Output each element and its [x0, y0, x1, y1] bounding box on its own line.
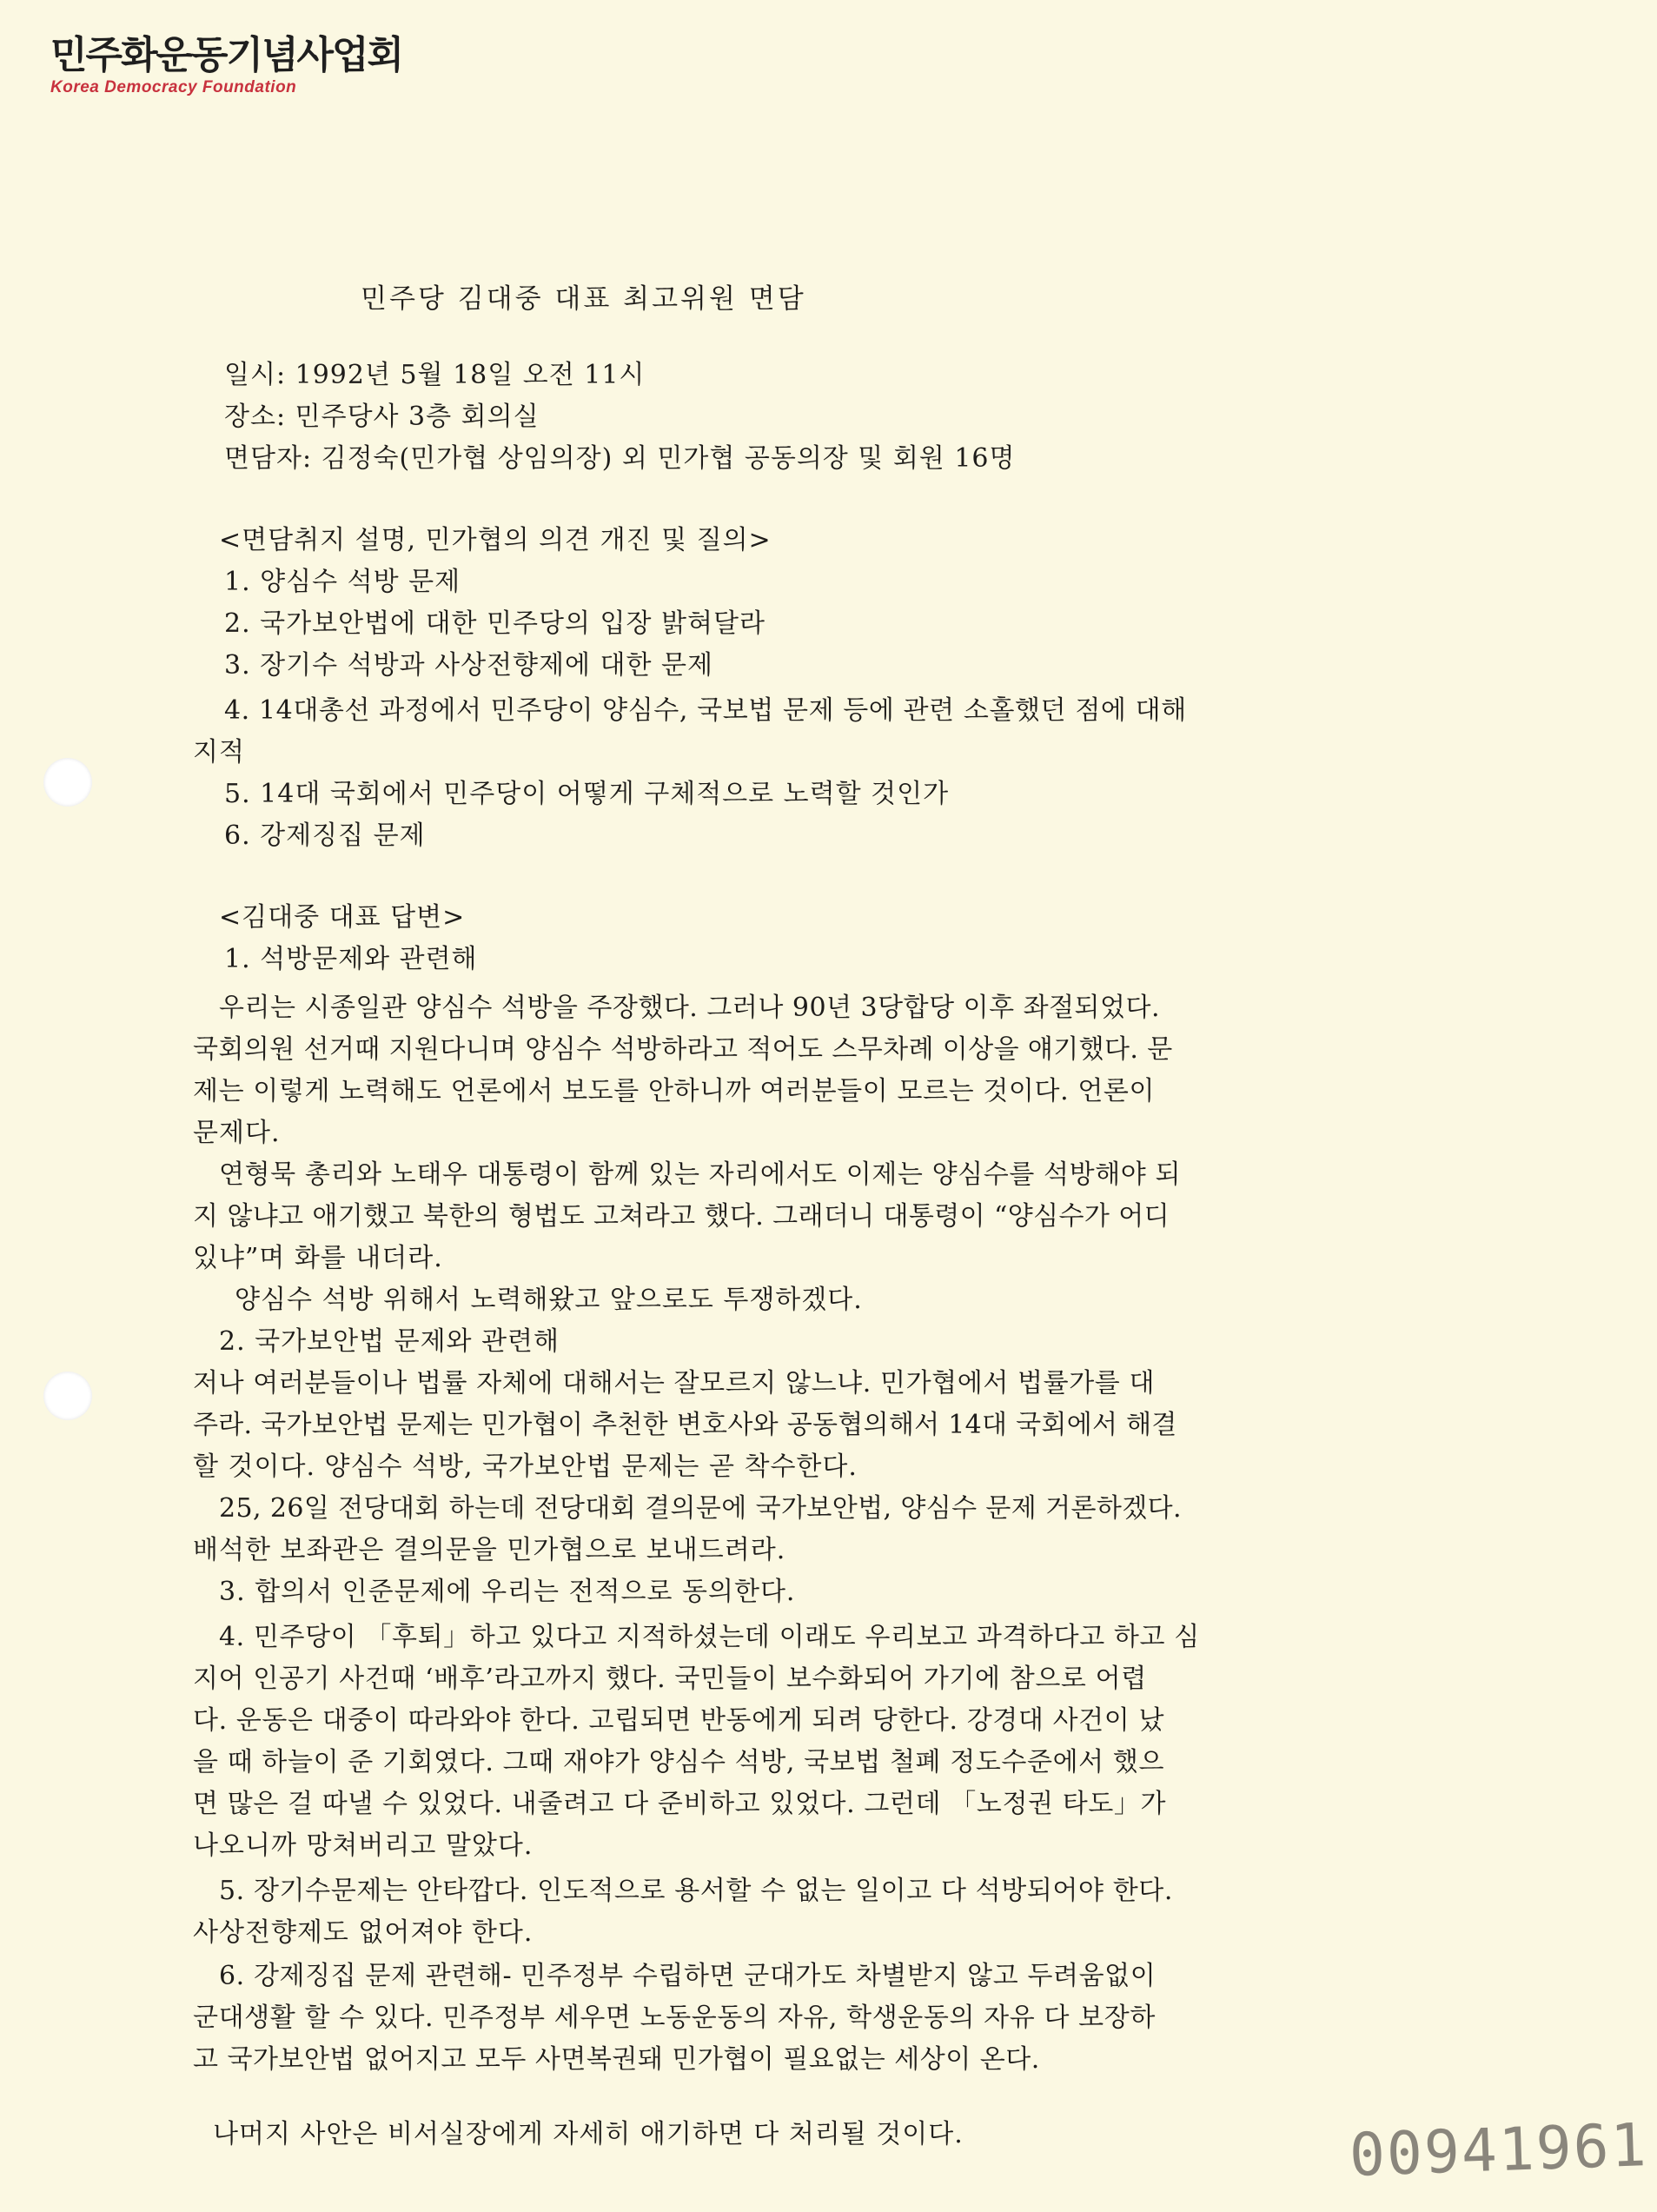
punch-hole-bottom	[43, 1372, 92, 1420]
answer-line: 5. 장기수문제는 안타깝다. 인도적으로 용서할 수 없는 일이고 다 석방되어야 한다.	[219, 1876, 1174, 1906]
meeting-attendees: 면담자: 김정숙(민가협 상임의장) 외 민가협 공동의장 및 회원 16명	[224, 443, 1016, 474]
answer-line: 연형묵 총리와 노태우 대통령이 함께 있는 자리에서도 이제는 양심수를 석방해야 되	[219, 1159, 1182, 1190]
foundation-logo	[50, 33, 402, 97]
answer-line: 25, 26일 전당대회 하는데 전당대회 결의문에 국가보안법, 양심수 문제 거론하겠다.	[219, 1493, 1182, 1524]
answer-line: 을 때 하늘이 준 기회였다. 그때 재야가 양심수 석방, 국보법 철폐 정도수준에서 했으	[193, 1747, 1165, 1777]
question-item-continued: 지적	[193, 737, 245, 767]
meeting-place: 장소: 민주당사 3층 회의실	[224, 402, 540, 432]
answer-line: 지 않냐고 애기했고 북한의 형법도 고쳐라고 했다. 그래더니 대통령이 “양심수가 어디	[193, 1201, 1170, 1232]
answer-line: 양심수 석방 위해서 노력해왔고 앞으로도 투쟁하겠다.	[235, 1285, 863, 1315]
answer-line: 1. 석방문제와 관련해	[224, 944, 478, 974]
answer-line: 면 많은 걸 따낼 수 있었다. 내줄려고 다 준비하고 있었다. 그런데 「노정권 타도」가	[193, 1789, 1167, 1819]
question-item: 1. 양심수 석방 문제	[224, 567, 461, 597]
answer-line: 고 국가보안법 없어지고 모두 사면복권돼 민가협이 필요없는 세상이 온다.	[193, 2044, 1040, 2075]
logo-english-text: Korea Democracy Foundation	[50, 78, 297, 96]
answer-line: 6. 강제징집 문제 관련해- 민주정부 수립하면 군대가도 차별받지 않고 두려움없이	[219, 1961, 1157, 1991]
answer-line: 3. 합의서 인준문제에 우리는 전적으로 동의한다.	[219, 1577, 796, 1607]
answer-line: 저나 여러분들이나 법률 자체에 대해서는 잘모르지 않느냐. 민가협에서 법률가를 대	[193, 1368, 1156, 1398]
question-item: 2. 국가보안법에 대한 민주당의 입장 밝혀달라	[224, 608, 766, 639]
answer-line: 우리는 시종일관 양심수 석방을 주장했다. 그러나 90년 3당합당 이후 좌절되었다.	[219, 993, 1161, 1023]
answer-line: 다. 운동은 대중이 따라와야 한다. 고립되면 반동에게 되려 당한다. 강경대 사건이 났	[193, 1705, 1165, 1736]
question-item: 3. 장기수 석방과 사상전향제에 대한 문제	[224, 650, 713, 681]
answer-line: 제는 이렇게 노력해도 언론에서 보도를 안하니까 여러분들이 모르는 것이다. 언론이	[193, 1076, 1156, 1106]
question-item: 6. 강제징집 문제	[224, 820, 426, 851]
closing-statement: 나머지 사안은 비서실장에게 자세히 애기하면 다 처리될 것이다.	[213, 2119, 964, 2149]
document-title: 민주당 김대중 대표 최고위원 면담	[361, 283, 806, 315]
answer-line: 군대생활 할 수 있다. 민주정부 세우면 노동운동의 자유, 학생운동의 자유 다 보장하	[193, 2003, 1156, 2033]
question-item: 4. 14대총선 과정에서 민주당이 양심수, 국보법 문제 등에 관련 소홀했던 점에 대해	[224, 695, 1187, 726]
punch-hole-top	[43, 758, 92, 807]
answer-line: 할 것이다. 양심수 석방, 국가보안법 문제는 곧 착수한다.	[193, 1451, 858, 1482]
answer-line: 2. 국가보안법 문제와 관련해	[219, 1326, 560, 1357]
question-item: 5. 14대 국회에서 민주당이 어떻게 구체적으로 노력할 것인가	[224, 779, 950, 809]
logo-korean-text: 민주화운동기념사업회	[50, 33, 403, 77]
answer-line: 나오니까 망쳐버리고 말았다.	[193, 1830, 534, 1861]
answer-line: 주라. 국가보안법 문제는 민가협이 추천한 변호사와 공동협의해서 14대 국회에서 해결	[193, 1410, 1177, 1440]
answer-line: 4. 민주당이 「후퇴」하고 있다고 지적하셨는데 이래도 우리보고 과격하다고 하고 심	[219, 1622, 1200, 1652]
answer-line: 있냐”며 화를 내더라.	[193, 1243, 443, 1273]
answer-line: 사상전향제도 없어져야 한다.	[193, 1917, 534, 1948]
answer-line: 배석한 보좌관은 결의문을 민가협으로 보내드려라.	[193, 1535, 786, 1565]
answer-line: 지어 인공기 사건때 ‘배후’라고까지 했다. 국민들이 보수화되어 가기에 참으로 어렵	[193, 1664, 1147, 1694]
section-heading-questions: <면담취지 설명, 민가협의 의견 개진 및 질의>	[219, 525, 772, 555]
archive-number: 00941961	[1349, 2111, 1650, 2190]
answer-line: 국회의원 선거때 지원다니며 양심수 석방하라고 적어도 스무차례 이상을 얘기했다. 문	[193, 1034, 1173, 1065]
answer-line: 문제다.	[193, 1118, 281, 1148]
meeting-date: 일시: 1992년 5월 18일 오전 11시	[224, 360, 646, 390]
section-heading-answers: <김대중 대표 답변>	[219, 902, 466, 933]
